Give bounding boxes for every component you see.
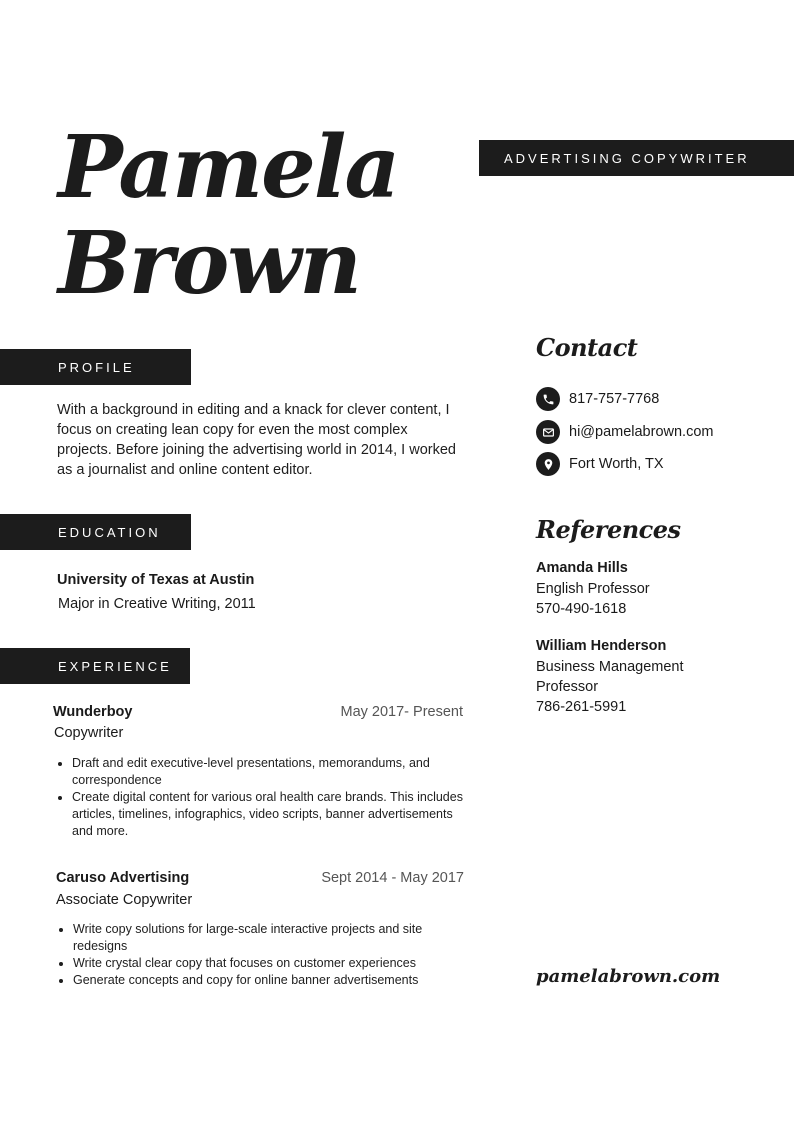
education-degree: Major in Creative Writing, 2011 [58, 596, 256, 612]
job-bullets [55, 755, 465, 840]
job-dates: Sept 2014 - May 2017 [321, 870, 464, 886]
reference-phone: 786-261-5991 [536, 699, 627, 715]
references-heading: References [536, 515, 681, 544]
reference-name: Amanda Hills [536, 560, 628, 576]
contact-heading: Contact [536, 333, 638, 362]
job-title: ADVERTISING COPYWRITER [504, 150, 750, 166]
reference-title: Business Management Professor [536, 659, 684, 695]
experience-heading-bar [0, 648, 190, 684]
last-name: Brown [58, 213, 360, 314]
reference-name: William Henderson [536, 638, 667, 654]
job-bullets [56, 921, 466, 989]
contact-email[interactable]: hi@pamelabrown.com [569, 424, 714, 440]
first-name: Pamela [58, 117, 399, 218]
job-company: Caruso Advertising [56, 870, 190, 886]
job-title-banner [479, 140, 794, 176]
profile-heading: PROFILE [58, 359, 135, 375]
profile-heading-bar [0, 349, 191, 385]
reference-title: English Professor [536, 581, 650, 597]
job-bullet: Write crystal clear copy that focuses on customer experiences [56, 955, 466, 972]
candidate-name [58, 117, 399, 314]
contact-email-row [536, 420, 713, 444]
contact-location-row [536, 452, 664, 476]
email-icon [536, 420, 560, 444]
contact-location: Fort Worth, TX [569, 456, 664, 472]
job-role: Associate Copywriter [56, 892, 193, 908]
job-company: Wunderboy [53, 704, 133, 720]
education-heading-bar [0, 514, 191, 550]
job-bullet: Write copy solutions for large-scale interactive projects and site redesigns [56, 921, 466, 955]
contact-phone-row [536, 387, 659, 411]
job-bullet: Draft and edit executive-level presentations, memorandums, and correspondence [55, 755, 465, 789]
website-link[interactable]: pamelabrown.com [536, 966, 721, 987]
profile-text: With a background in editing and a knack for clever content, I focus on creating lean copy for even the most complex projects. Before joining the advertising world in 2014, I worked as a journalist and online content editor. [57, 402, 456, 478]
reference-phone: 570-490-1618 [536, 601, 627, 617]
education-school: University of Texas at Austin [57, 572, 255, 588]
job-dates: May 2017- Present [340, 704, 463, 720]
experience-heading: EXPERIENCE [58, 658, 172, 674]
phone-icon [536, 387, 560, 411]
contact-phone[interactable]: 817-757-7768 [569, 391, 660, 407]
job-bullet: Generate concepts and copy for online banner advertisements [56, 972, 466, 989]
location-pin-icon [536, 452, 560, 476]
job-role: Copywriter [54, 725, 124, 741]
education-heading: EDUCATION [58, 524, 161, 540]
job-bullet: Create digital content for various oral health care brands. This includes articles, timelines, infographics, video scripts, banner advertisements and more. [55, 789, 465, 840]
